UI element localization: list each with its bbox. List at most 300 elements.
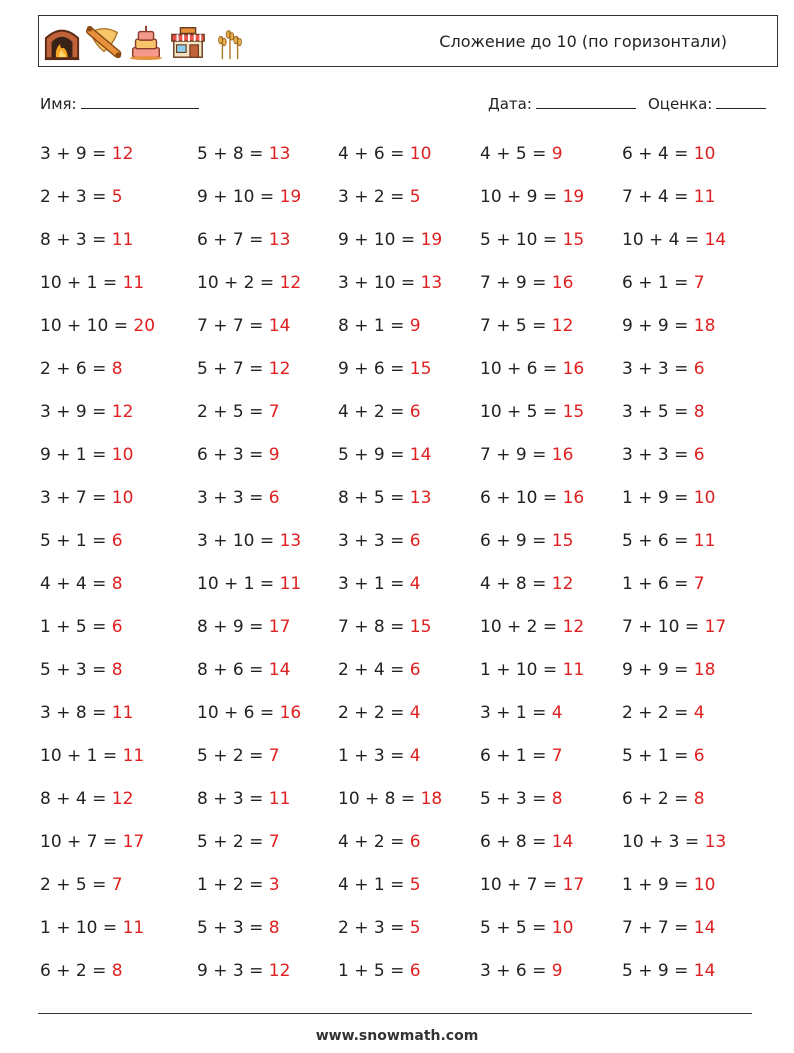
- problem-cell: [338, 735, 421, 778]
- problem-cell: [338, 563, 421, 606]
- problem-question: 3 + 8 =: [40, 703, 112, 723]
- problem-answer: 10: [409, 144, 432, 164]
- problem-cell: [197, 778, 290, 821]
- wheat-icon: [211, 23, 249, 61]
- problem-answer: 11: [111, 703, 134, 723]
- problem-answer: 5: [409, 918, 421, 938]
- problem-question: 10 + 3 =: [622, 832, 705, 852]
- problem-question: 6 + 10 =: [480, 488, 563, 508]
- problem-cell: [197, 692, 301, 735]
- problem-cell: [622, 735, 705, 778]
- problem-cell: [622, 391, 705, 434]
- problem-answer: 16: [562, 488, 585, 508]
- problem-answer: 5: [409, 187, 421, 207]
- problem-answer: 15: [409, 617, 432, 637]
- problem-cell: [338, 133, 431, 176]
- problem-question: 1 + 3 =: [338, 746, 410, 766]
- problem-question: 5 + 2 =: [197, 832, 269, 852]
- problem-cell: [197, 477, 280, 520]
- problem-cell: [480, 305, 573, 348]
- problem-question: 3 + 9 =: [40, 144, 112, 164]
- problem-question: 5 + 1 =: [40, 531, 112, 551]
- problem-cell: [40, 692, 133, 735]
- problem-cell: [622, 606, 726, 649]
- problem-question: 3 + 3 =: [622, 445, 694, 465]
- problem-answer: 19: [420, 230, 443, 250]
- problem-question: 4 + 1 =: [338, 875, 410, 895]
- problem-question: 2 + 3 =: [338, 918, 410, 938]
- problem-cell: [338, 907, 421, 950]
- problem-answer: 11: [122, 746, 145, 766]
- problem-answer: 7: [268, 402, 280, 422]
- problem-answer: 18: [420, 789, 443, 809]
- problem-answer: 16: [562, 359, 585, 379]
- problem-question: 10 + 10 =: [40, 316, 134, 336]
- problem-question: 8 + 4 =: [40, 789, 112, 809]
- problem-answer: 11: [693, 531, 716, 551]
- problem-question: 6 + 2 =: [40, 961, 112, 981]
- problem-question: 9 + 6 =: [338, 359, 410, 379]
- problem-answer: 16: [551, 445, 574, 465]
- problem-question: 3 + 3 =: [338, 531, 410, 551]
- problem-cell: [40, 176, 123, 219]
- problem-cell: [622, 477, 715, 520]
- problem-cell: [40, 821, 144, 864]
- problem-answer: 7: [551, 746, 563, 766]
- score-label: Оценка:: [648, 95, 713, 113]
- problem-answer: 6: [693, 445, 705, 465]
- problem-cell: [480, 262, 573, 305]
- problem-answer: 9: [409, 316, 421, 336]
- problem-cell: [197, 434, 280, 477]
- header-box: [38, 15, 778, 67]
- problem-cell: [197, 649, 290, 692]
- problem-question: 7 + 9 =: [480, 273, 552, 293]
- problem-question: 1 + 6 =: [622, 574, 694, 594]
- problem-answer: 6: [409, 402, 421, 422]
- date-label: Дата:: [488, 95, 532, 113]
- problem-answer: 8: [111, 961, 123, 981]
- problem-question: 1 + 9 =: [622, 488, 694, 508]
- problem-cell: [622, 176, 715, 219]
- problem-question: 4 + 8 =: [480, 574, 552, 594]
- problem-question: 5 + 8 =: [197, 144, 269, 164]
- problem-answer: 7: [111, 875, 123, 895]
- problem-question: 10 + 9 =: [480, 187, 563, 207]
- problem-answer: 11: [111, 230, 134, 250]
- problem-answer: 6: [409, 832, 421, 852]
- problem-question: 5 + 9 =: [622, 961, 694, 981]
- problem-answer: 8: [551, 789, 563, 809]
- problem-question: 3 + 1 =: [338, 574, 410, 594]
- problem-cell: [622, 219, 726, 262]
- problem-question: 8 + 6 =: [197, 660, 269, 680]
- problem-answer: 14: [409, 445, 432, 465]
- problem-answer: 18: [693, 660, 716, 680]
- problem-cell: [40, 520, 123, 563]
- problem-cell: [338, 649, 421, 692]
- problem-question: 10 + 2 =: [197, 273, 280, 293]
- problem-cell: [338, 950, 421, 993]
- problem-cell: [197, 391, 280, 434]
- problem-answer: 10: [551, 918, 574, 938]
- header-icons: [43, 22, 249, 62]
- problem-question: 3 + 10 =: [338, 273, 421, 293]
- problem-cell: [338, 391, 421, 434]
- problem-question: 10 + 1 =: [197, 574, 280, 594]
- problem-answer: 5: [111, 187, 123, 207]
- problem-question: 9 + 10 =: [197, 187, 280, 207]
- problem-cell: [622, 821, 726, 864]
- bakery-shop-icon: [169, 23, 207, 61]
- problem-answer: 8: [693, 789, 705, 809]
- problem-cell: [40, 391, 133, 434]
- problem-question: 6 + 1 =: [622, 273, 694, 293]
- problem-answer: 10: [693, 144, 716, 164]
- problem-question: 4 + 4 =: [40, 574, 112, 594]
- problem-cell: [480, 735, 563, 778]
- problem-cell: [480, 391, 584, 434]
- problem-answer: 4: [409, 574, 421, 594]
- problem-question: 10 + 7 =: [40, 832, 123, 852]
- problem-answer: 18: [693, 316, 716, 336]
- problem-cell: [197, 864, 280, 907]
- problem-cell: [622, 864, 715, 907]
- problem-cell: [622, 434, 705, 477]
- problem-answer: 14: [704, 230, 727, 250]
- problem-question: 10 + 7 =: [480, 875, 563, 895]
- problem-question: 9 + 9 =: [622, 316, 694, 336]
- problem-question: 1 + 2 =: [197, 875, 269, 895]
- problem-cell: [480, 950, 563, 993]
- problem-cell: [40, 262, 144, 305]
- problem-question: 6 + 3 =: [197, 445, 269, 465]
- problem-answer: 13: [704, 832, 727, 852]
- problem-answer: 19: [279, 187, 302, 207]
- fireplace-icon: [43, 23, 81, 61]
- problem-cell: [40, 950, 123, 993]
- problem-cell: [197, 176, 301, 219]
- problem-question: 5 + 9 =: [338, 445, 410, 465]
- score-line: [716, 94, 766, 109]
- problem-question: 3 + 5 =: [622, 402, 694, 422]
- problem-cell: [480, 864, 584, 907]
- problem-question: 7 + 9 =: [480, 445, 552, 465]
- problem-question: 10 + 6 =: [480, 359, 563, 379]
- problem-answer: 7: [268, 832, 280, 852]
- problem-answer: 12: [279, 273, 302, 293]
- problem-cell: [197, 133, 290, 176]
- problem-question: 5 + 3 =: [40, 660, 112, 680]
- problem-question: 8 + 5 =: [338, 488, 410, 508]
- problem-cell: [480, 649, 584, 692]
- problem-question: 8 + 1 =: [338, 316, 410, 336]
- problem-cell: [480, 778, 563, 821]
- problem-cell: [338, 692, 421, 735]
- problem-question: 7 + 5 =: [480, 316, 552, 336]
- problem-cell: [480, 133, 563, 176]
- problem-answer: 6: [268, 488, 280, 508]
- problem-cell: [338, 606, 431, 649]
- problem-answer: 9: [551, 961, 563, 981]
- name-line: [81, 94, 199, 109]
- problem-answer: 7: [693, 574, 705, 594]
- problem-question: 3 + 3 =: [197, 488, 269, 508]
- problem-cell: [622, 563, 705, 606]
- problem-answer: 8: [111, 359, 123, 379]
- problem-cell: [40, 219, 133, 262]
- problem-cell: [338, 864, 421, 907]
- problem-answer: 12: [111, 144, 134, 164]
- problem-question: 5 + 2 =: [197, 746, 269, 766]
- problem-cell: [40, 563, 123, 606]
- problem-question: 5 + 6 =: [622, 531, 694, 551]
- problem-question: 4 + 5 =: [480, 144, 552, 164]
- problem-question: 3 + 6 =: [480, 961, 552, 981]
- problem-cell: [338, 348, 431, 391]
- problem-answer: 10: [693, 488, 716, 508]
- problem-question: 1 + 5 =: [338, 961, 410, 981]
- problem-cell: [338, 778, 442, 821]
- problem-question: 5 + 7 =: [197, 359, 269, 379]
- problem-answer: 16: [279, 703, 302, 723]
- problem-cell: [197, 821, 280, 864]
- problem-answer: 15: [551, 531, 574, 551]
- problem-cell: [40, 864, 123, 907]
- problem-answer: 6: [693, 746, 705, 766]
- problem-cell: [197, 348, 290, 391]
- problem-question: 10 + 1 =: [40, 273, 123, 293]
- problem-question: 6 + 1 =: [480, 746, 552, 766]
- problem-question: 3 + 7 =: [40, 488, 112, 508]
- problem-question: 10 + 6 =: [197, 703, 280, 723]
- problem-question: 6 + 7 =: [197, 230, 269, 250]
- problem-cell: [622, 133, 715, 176]
- problem-cell: [40, 778, 133, 821]
- problem-question: 7 + 10 =: [622, 617, 705, 637]
- problem-cell: [40, 348, 123, 391]
- problem-cell: [197, 262, 301, 305]
- problem-answer: 8: [111, 574, 123, 594]
- problem-answer: 10: [111, 445, 134, 465]
- problem-cell: [622, 305, 715, 348]
- problem-question: 2 + 3 =: [40, 187, 112, 207]
- problem-answer: 6: [409, 531, 421, 551]
- problem-cell: [40, 606, 123, 649]
- problem-answer: 6: [111, 531, 123, 551]
- problem-cell: [40, 649, 123, 692]
- score-field: [648, 94, 766, 113]
- problem-answer: 8: [111, 660, 123, 680]
- problem-cell: [622, 907, 715, 950]
- problem-answer: 6: [409, 961, 421, 981]
- cake-icon: [127, 23, 165, 61]
- problem-answer: 6: [693, 359, 705, 379]
- problem-answer: 4: [551, 703, 563, 723]
- problem-answer: 9: [268, 445, 280, 465]
- problem-question: 9 + 3 =: [197, 961, 269, 981]
- problem-question: 5 + 5 =: [480, 918, 552, 938]
- problem-answer: 17: [122, 832, 145, 852]
- problem-answer: 15: [409, 359, 432, 379]
- problem-cell: [480, 606, 584, 649]
- problem-question: 7 + 4 =: [622, 187, 694, 207]
- problem-question: 10 + 5 =: [480, 402, 563, 422]
- problem-cell: [338, 305, 421, 348]
- problem-answer: 8: [268, 918, 280, 938]
- problem-question: 3 + 10 =: [197, 531, 280, 551]
- problem-answer: 12: [562, 617, 585, 637]
- problem-question: 3 + 2 =: [338, 187, 410, 207]
- problem-cell: [197, 305, 290, 348]
- problem-answer: 11: [122, 273, 145, 293]
- problem-cell: [40, 477, 133, 520]
- problem-cell: [40, 434, 133, 477]
- problem-answer: 14: [693, 961, 716, 981]
- problem-answer: 12: [268, 961, 291, 981]
- problem-question: 5 + 3 =: [480, 789, 552, 809]
- problem-cell: [622, 778, 705, 821]
- problem-answer: 17: [704, 617, 727, 637]
- problem-cell: [197, 606, 290, 649]
- problem-answer: 13: [279, 531, 302, 551]
- problem-question: 7 + 7 =: [622, 918, 694, 938]
- problem-cell: [338, 477, 431, 520]
- problem-answer: 10: [111, 488, 134, 508]
- problem-cell: [338, 262, 442, 305]
- problem-answer: 12: [551, 574, 574, 594]
- problem-answer: 14: [693, 918, 716, 938]
- problem-answer: 11: [122, 918, 145, 938]
- problem-question: 2 + 4 =: [338, 660, 410, 680]
- problem-answer: 14: [268, 660, 291, 680]
- problem-question: 6 + 4 =: [622, 144, 694, 164]
- problem-answer: 12: [551, 316, 574, 336]
- problem-cell: [197, 520, 301, 563]
- problem-answer: 4: [409, 703, 421, 723]
- problem-answer: 7: [268, 746, 280, 766]
- problem-answer: 6: [111, 617, 123, 637]
- problem-question: 1 + 10 =: [40, 918, 123, 938]
- problem-cell: [480, 563, 573, 606]
- problem-answer: 13: [409, 488, 432, 508]
- problem-cell: [40, 133, 133, 176]
- problem-question: 3 + 3 =: [622, 359, 694, 379]
- problem-answer: 20: [133, 316, 156, 336]
- problem-question: 2 + 2 =: [338, 703, 410, 723]
- problem-question: 3 + 1 =: [480, 703, 552, 723]
- problem-cell: [338, 219, 442, 262]
- problem-answer: 13: [268, 144, 291, 164]
- problem-question: 7 + 8 =: [338, 617, 410, 637]
- problem-cell: [40, 907, 144, 950]
- problem-question: 4 + 6 =: [338, 144, 410, 164]
- problem-question: 2 + 5 =: [197, 402, 269, 422]
- problem-cell: [622, 649, 715, 692]
- problem-cell: [480, 692, 563, 735]
- problem-question: 6 + 2 =: [622, 789, 694, 809]
- problem-cell: [480, 520, 573, 563]
- problem-cell: [40, 735, 144, 778]
- problem-question: 1 + 9 =: [622, 875, 694, 895]
- problem-question: 1 + 10 =: [480, 660, 563, 680]
- problem-answer: 15: [562, 230, 585, 250]
- date-line: [536, 94, 636, 109]
- problem-cell: [480, 477, 584, 520]
- problem-question: 10 + 2 =: [480, 617, 563, 637]
- problem-question: 6 + 9 =: [480, 531, 552, 551]
- problem-question: 9 + 9 =: [622, 660, 694, 680]
- name-label: Имя:: [40, 95, 77, 113]
- problem-answer: 15: [562, 402, 585, 422]
- problem-cell: [338, 520, 421, 563]
- problem-question: 4 + 2 =: [338, 402, 410, 422]
- problem-cell: [40, 305, 155, 348]
- problem-question: 4 + 2 =: [338, 832, 410, 852]
- problem-answer: 11: [268, 789, 291, 809]
- problem-question: 2 + 2 =: [622, 703, 694, 723]
- problem-cell: [338, 176, 421, 219]
- problem-cell: [622, 262, 705, 305]
- problem-answer: 4: [693, 703, 705, 723]
- problem-question: 5 + 3 =: [197, 918, 269, 938]
- problem-cell: [622, 520, 715, 563]
- rolling-pin-icon: [85, 23, 123, 61]
- problem-answer: 17: [268, 617, 291, 637]
- problem-cell: [480, 821, 573, 864]
- problem-answer: 10: [693, 875, 716, 895]
- date-field: [488, 94, 636, 113]
- problem-answer: 13: [420, 273, 443, 293]
- problem-cell: [480, 434, 573, 477]
- problem-answer: 5: [409, 875, 421, 895]
- problem-cell: [197, 907, 280, 950]
- problem-answer: 3: [268, 875, 280, 895]
- problem-question: 9 + 1 =: [40, 445, 112, 465]
- problem-cell: [622, 692, 705, 735]
- problem-answer: 12: [111, 402, 134, 422]
- problem-answer: 12: [268, 359, 291, 379]
- page-title: Сложение до 10 (по горизонтали): [439, 32, 727, 51]
- problem-answer: 19: [562, 187, 585, 207]
- problem-answer: 9: [551, 144, 563, 164]
- problem-answer: 13: [268, 230, 291, 250]
- name-field: [40, 94, 199, 113]
- problem-answer: 12: [111, 789, 134, 809]
- problem-question: 3 + 9 =: [40, 402, 112, 422]
- problem-answer: 11: [279, 574, 302, 594]
- problem-answer: 14: [551, 832, 574, 852]
- problem-cell: [480, 907, 573, 950]
- problem-answer: 11: [562, 660, 585, 680]
- problem-cell: [338, 821, 421, 864]
- problem-answer: 4: [409, 746, 421, 766]
- problem-cell: [480, 348, 584, 391]
- problem-question: 2 + 5 =: [40, 875, 112, 895]
- problem-question: 6 + 8 =: [480, 832, 552, 852]
- problem-answer: 11: [693, 187, 716, 207]
- problem-answer: 17: [562, 875, 585, 895]
- problem-cell: [197, 563, 301, 606]
- problem-question: 8 + 9 =: [197, 617, 269, 637]
- problem-cell: [622, 348, 705, 391]
- problem-question: 10 + 1 =: [40, 746, 123, 766]
- problem-cell: [197, 735, 280, 778]
- problem-question: 8 + 3 =: [40, 230, 112, 250]
- problem-answer: 7: [693, 273, 705, 293]
- problem-cell: [480, 219, 584, 262]
- footer-site: www.snowmath.com: [315, 1028, 479, 1044]
